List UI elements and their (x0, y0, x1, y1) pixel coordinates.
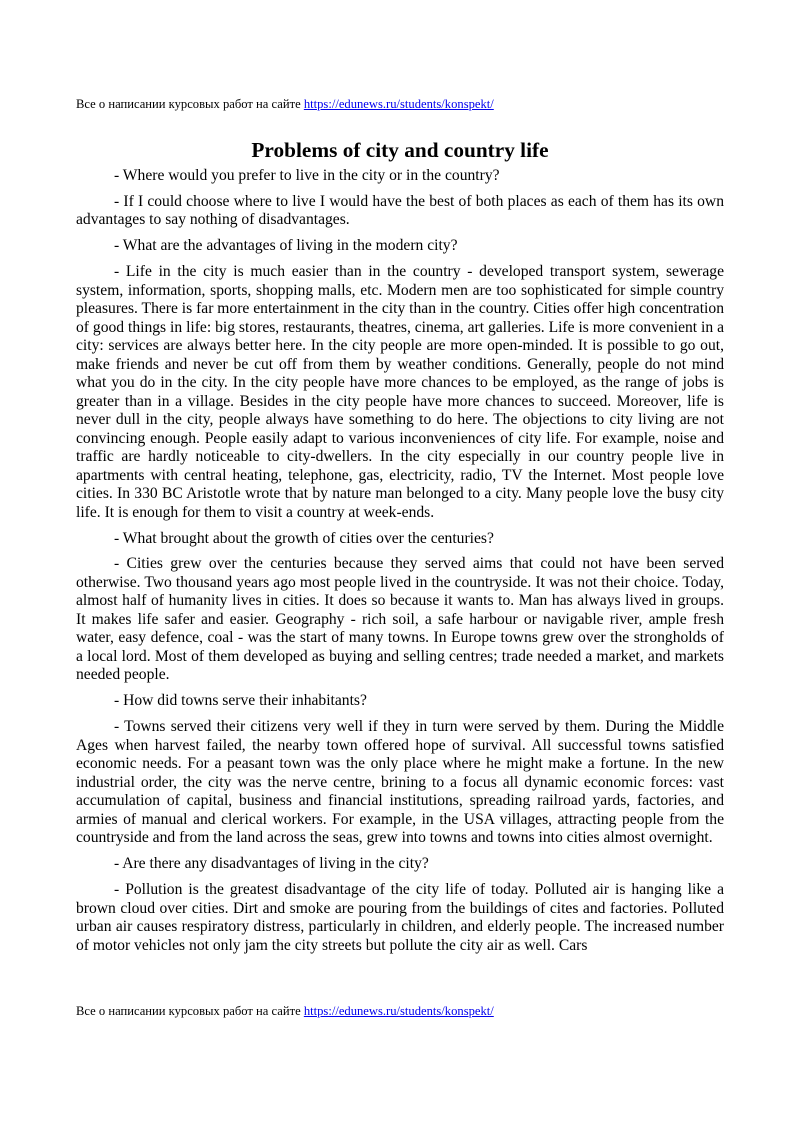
paragraph-question-1: - Where would you prefer to live in the city or in the country? (114, 167, 500, 184)
paragraph-answer-3: - Cities grew over the centuries because they served aims that could not have been served otherwise. Two thousand years ago most people lived in the countryside. It was not their choice. Today, almost half of humanity lives in cities. It does so because it wants to. Man has always lived in groups. It makes life safer and easier. Geography - rich soil, a safe harbour or navigable river, ample fresh water, easy defence, coal - was the start of many towns. In Europe towns grew over the strongholds of a local lord. Most of them developed as buying and selling centres; trade needed a market, and markets needed people. (76, 555, 724, 684)
page-footer (76, 1003, 494, 1019)
paragraph-answer-4: - Towns served their citizens very well if they in turn were served by them. During the Middle Ages when harvest failed, the nearby town offered hope of survival. All successful towns satisfied economic needs. For a peasant town was the only place where he might make a fortune. In the new industrial order, the city was the nerve centre, brining to a focus all dynamic economic forces: vast accumulation of capital, business and financial institutions, spreading railroad yards, factories, and armies of manual and clerical workers. For example, in the USA villages, attracting people from the countryside and from the land across the seas, grew into towns and towns into cities almost overnight. (76, 718, 724, 847)
header-text: Все о написании курсовых работ на сайте (76, 97, 304, 111)
paragraph-question-2: - What are the advantages of living in the modern city? (114, 237, 458, 255)
footer-text: Все о написании курсовых работ на сайте (76, 1004, 304, 1018)
paragraph-answer-1: - If I could choose where to live I would have the best of both places as each of them has its own advantages to say nothing of disadvantages. (76, 192, 724, 229)
paragraph-question-5: - Are there any disadvantages of living in the city? (114, 855, 429, 873)
paragraph-answer-5: - Pollution is the greatest disadvantage of the city life of today. Polluted air is hanging like a brown cloud over cities. Dirt and smoke are pouring from the buildings of cites and factories. Polluted urban air causes respiratory distress, particularly in children, and elderly people. The increased number of motor vehicles not only jam the city streets but pollute the city air as well. Cars (76, 881, 724, 954)
document-title: Problems of city and country life (251, 138, 549, 162)
paragraph-question-3: - What brought about the growth of cities over the centuries? (114, 529, 494, 547)
paragraph-answer-2: - Life in the city is much easier than in the country - developed transport system, sewerage system, information, sports, shopping malls, etc. Modern men are too sophisticated for simple country pleasures. There is far more entertainment in the city than in the country. Cities offer high concentration of good things in life: big stores, restaurants, theatres, cinema, art galleries. Life is more convenient in a city: services are always better here. In the city people are more open-minded. It is possible to go out, make friends and never be cut off from them by weather conditions. Generally, people do not mind what you do in the city. In the city people have more chances to be employed, as the range of jobs is greater than in a village. Besides in the city people have more chances to succeed. Moreover, life is never dull in the city, people always have something to do here. The objections to city living are not convincing enough. People easily adapt to various inconveniences of city life. For example, noise and traffic are hardly noticeable to city-dwellers. In the city especially in our country people live in apartments with central heating, telephone, gas, electricity, radio, TV the Internet. Most people love cities. In 330 BC Aristotle wrote that by nature man belonged to a city. Many people love the busy city life. It is enough for them to visit a country at week-ends. (76, 263, 724, 521)
header-link[interactable]: https://edunews.ru/students/konspekt/ (303, 97, 494, 111)
paragraph-question-4: - How did towns serve their inhabitants? (114, 692, 367, 710)
document-body (76, 136, 724, 955)
footer-link[interactable]: https://edunews.ru/students/konspekt/ (303, 1004, 494, 1018)
